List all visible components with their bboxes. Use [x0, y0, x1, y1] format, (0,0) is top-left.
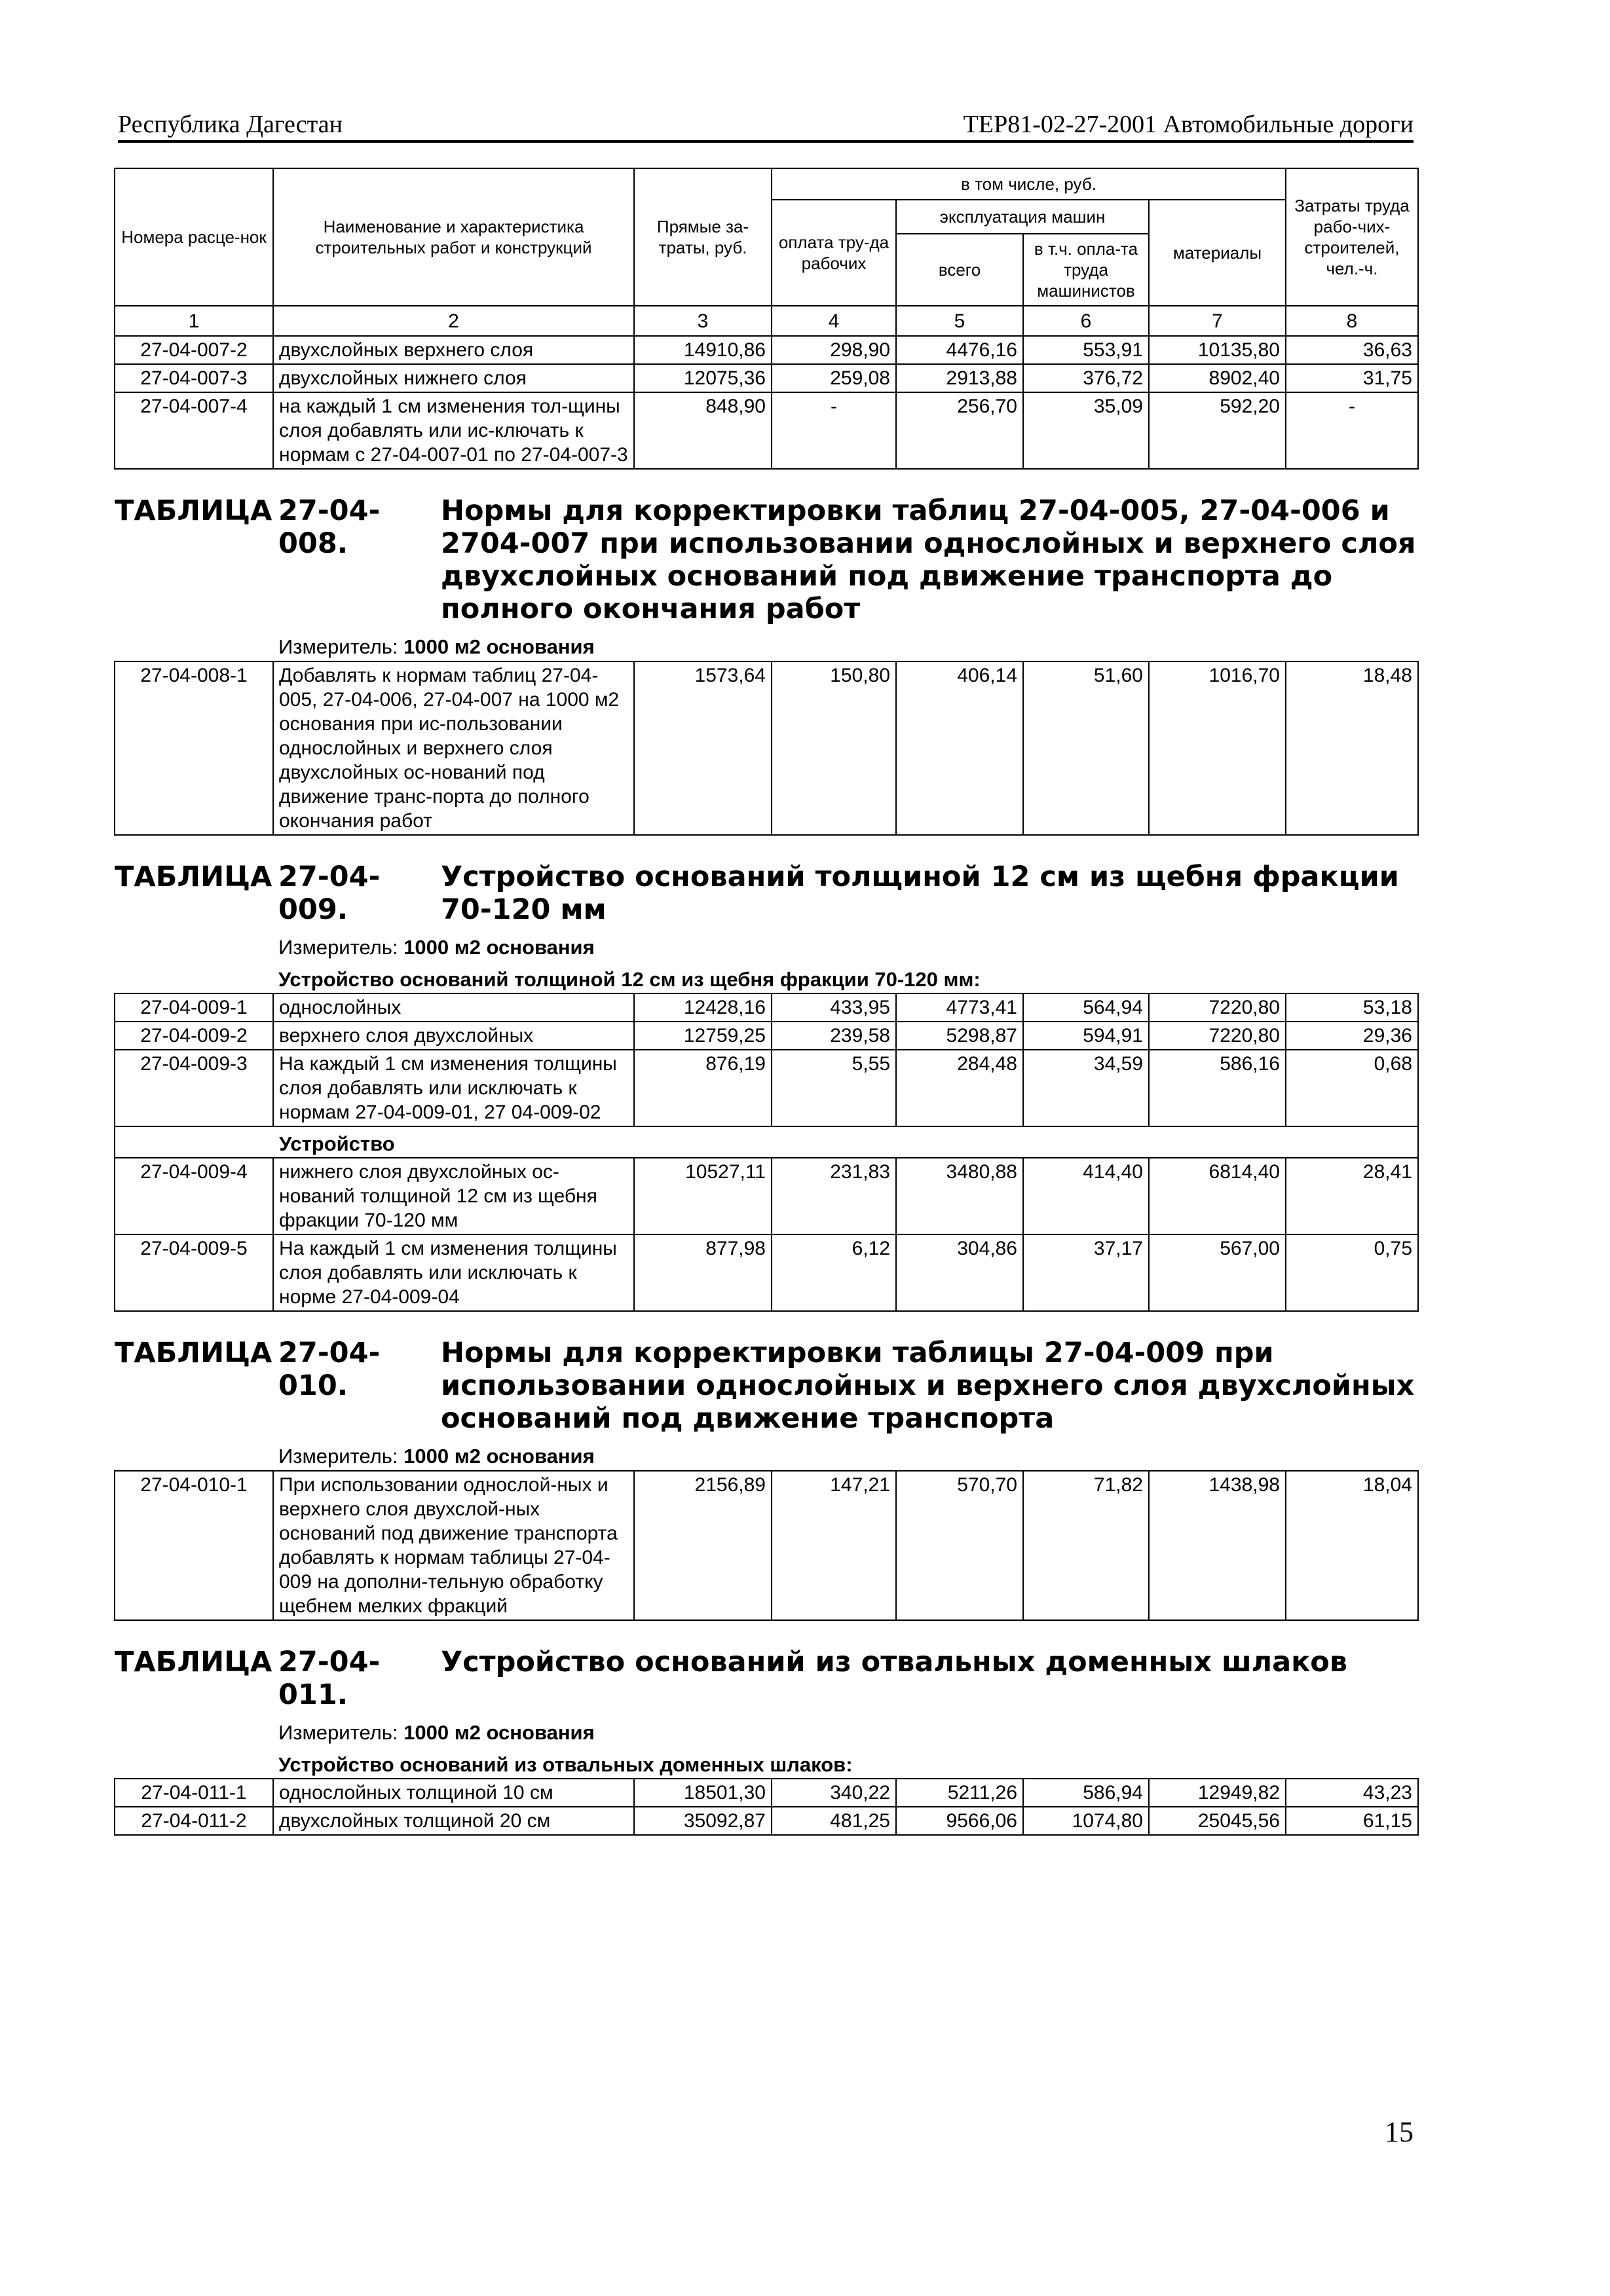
col-header-codes: Номера расце-нок: [115, 168, 273, 306]
table-row: [115, 392, 1418, 469]
cell-operators: 34,59: [1023, 1050, 1149, 1126]
col-num: 7: [1149, 306, 1286, 336]
table-title-block: [115, 1620, 1418, 1747]
table-header: [115, 168, 1418, 336]
header-document-code: ТЕР81-02-27-2001 Автомобильные дороги: [963, 111, 1413, 138]
table-009: [115, 835, 1418, 1311]
cell-wages: -: [772, 392, 896, 469]
cell-labor: 61,15: [1286, 1807, 1418, 1835]
cell-operators: 51,60: [1023, 661, 1149, 835]
col-header-wages: оплата тру-да рабочих: [772, 200, 896, 306]
col-header-materials: материалы: [1149, 200, 1286, 306]
cell-direct: 10527,11: [634, 1158, 772, 1234]
table-row: [115, 1158, 1418, 1234]
table-code: 27-04-011.: [278, 1646, 381, 1711]
table-010: [115, 1311, 1418, 1620]
cell-code: 27-04-009-2: [115, 1022, 273, 1050]
col-num: 1: [115, 306, 273, 336]
cell-code: 27-04-008-1: [115, 661, 273, 835]
cell-materials: 7220,80: [1149, 1022, 1286, 1050]
cell-machines: 284,48: [896, 1050, 1023, 1126]
table-word: ТАБЛИЦА: [115, 1646, 272, 1678]
table-subtitle: Устройство оснований толщиной 12 см из щебня фракции 70-120 мм:: [278, 968, 981, 991]
meter-value: 1000 м2 основания: [403, 635, 595, 658]
table-title: Нормы для корректировки таблицы 27-04-009 при использовании однослойных и верхнего слоя двухслойных оснований под движение транспорта: [441, 1337, 1415, 1435]
meter-label: Измеритель:: [278, 635, 398, 658]
cell-direct: 35092,87: [634, 1807, 772, 1835]
cell-wages: 481,25: [772, 1807, 896, 1835]
cell-wages: 6,12: [772, 1234, 896, 1311]
cell-machines: 5211,26: [896, 1779, 1023, 1807]
table-subtitle: Устройство оснований из отвальных доменных шлаков:: [278, 1753, 853, 1776]
meter-line: [115, 1711, 1418, 1745]
col-header-machines: эксплуатация машин: [896, 200, 1149, 234]
cell-desc: Добавлять к нормам таблиц 27-04-005, 27-04-006, 27-04-007 на 1000 м2 основания при ис-пользовании однослойных и верхнего слоя двухслойных ос-нований под движение транс-порта до полного окончания работ: [273, 661, 634, 835]
cell-labor: 18,48: [1286, 661, 1418, 835]
meter-value: 1000 м2 основания: [403, 936, 595, 959]
cell-wages: 259,08: [772, 364, 896, 392]
cell-operators: 564,94: [1023, 993, 1149, 1022]
cell-wages: 340,22: [772, 1779, 896, 1807]
cell-operators: 553,91: [1023, 336, 1149, 364]
cell-code: 27-04-007-4: [115, 392, 273, 469]
cell-desc: двухслойных нижнего слоя: [273, 364, 634, 392]
page-number: 15: [1385, 2116, 1413, 2148]
table-row: [115, 364, 1418, 392]
cell-materials: 1016,70: [1149, 661, 1286, 835]
cell-machines: 4773,41: [896, 993, 1023, 1022]
meter-value: 1000 м2 основания: [403, 1445, 595, 1468]
cell-wages: 239,58: [772, 1022, 896, 1050]
table-008: [115, 469, 1418, 835]
cell-materials: 592,20: [1149, 392, 1286, 469]
table-code: 27-04-008.: [278, 494, 381, 560]
cell-labor: 18,04: [1286, 1471, 1418, 1620]
meter-label: Измеритель:: [278, 1445, 398, 1468]
header-rule: [118, 140, 1413, 143]
cell-operators: 37,17: [1023, 1234, 1149, 1311]
cell-direct: 848,90: [634, 392, 772, 469]
cell-direct: 876,19: [634, 1050, 772, 1126]
cell-operators: 594,91: [1023, 1022, 1149, 1050]
table-row: [115, 1807, 1418, 1835]
table-row: [115, 336, 1418, 364]
cell-materials: 586,16: [1149, 1050, 1286, 1126]
col-num: 2: [273, 306, 634, 336]
col-header-incl: в том числе, руб.: [772, 168, 1286, 200]
cell-wages: 147,21: [772, 1471, 896, 1620]
cell-direct: 18501,30: [634, 1779, 772, 1807]
cell-operators: 586,94: [1023, 1779, 1149, 1807]
cell-machines: 3480,88: [896, 1158, 1023, 1234]
table-row: [115, 993, 1418, 1022]
cell-materials: 7220,80: [1149, 993, 1286, 1022]
table-word: ТАБЛИЦА: [115, 494, 272, 527]
cell-labor: 29,36: [1286, 1022, 1418, 1050]
col-header-name: Наименование и характеристика строительных работ и конструкций: [273, 168, 634, 306]
cell-code: 27-04-011-1: [115, 1779, 273, 1807]
header-region: Республика Дагестан: [118, 111, 343, 138]
cell-code: 27-04-009-5: [115, 1234, 273, 1311]
cell-code: 27-04-009-1: [115, 993, 273, 1022]
col-num: 6: [1023, 306, 1149, 336]
cell-materials: 567,00: [1149, 1234, 1286, 1311]
col-num: 8: [1286, 306, 1418, 336]
table-code: 27-04-009.: [278, 861, 381, 926]
cell-code: 27-04-010-1: [115, 1471, 273, 1620]
cell-wages: 298,90: [772, 336, 896, 364]
col-header-operators: в т.ч. опла-та труда машинистов: [1023, 234, 1149, 306]
cell-wages: 150,80: [772, 661, 896, 835]
cell-machines: 256,70: [896, 392, 1023, 469]
cell-machines: 9566,06: [896, 1807, 1023, 1835]
cell-machines: 2913,88: [896, 364, 1023, 392]
cell-wages: 433,95: [772, 993, 896, 1022]
col-header-total: всего: [896, 234, 1023, 306]
table-word: ТАБЛИЦА: [115, 861, 272, 893]
cell-code: 27-04-007-2: [115, 336, 273, 364]
cell-desc: На каждый 1 см изменения толщины слоя добавлять или исключать к нормам 27-04-009-01, 27 04-009-02: [273, 1050, 634, 1126]
table-title-block: [115, 469, 1418, 661]
table-title: Устройство оснований из отвальных доменных шлаков: [441, 1646, 1348, 1678]
meter-line: [115, 1435, 1418, 1469]
cell-desc: двухслойных толщиной 20 см: [273, 1807, 634, 1835]
meter-line: [115, 625, 1418, 659]
cell-desc: однослойных: [273, 993, 634, 1022]
table-011: [115, 1620, 1418, 1835]
table-code: 27-04-010.: [278, 1337, 381, 1402]
cell-labor: 0,68: [1286, 1050, 1418, 1126]
cell-labor: 36,63: [1286, 336, 1418, 364]
cell-labor: 28,41: [1286, 1158, 1418, 1234]
table-row: [115, 661, 1418, 835]
table-row: [115, 1022, 1418, 1050]
col-header-labor: Затраты труда рабо-чих-строителей, чел.-ч.: [1286, 168, 1418, 306]
cell-direct: 12075,36: [634, 364, 772, 392]
cell-desc: верхнего слоя двухслойных: [273, 1022, 634, 1050]
cell-operators: 1074,80: [1023, 1807, 1149, 1835]
cell-materials: 10135,80: [1149, 336, 1286, 364]
cell-machines: 5298,87: [896, 1022, 1023, 1050]
cell-materials: 12949,82: [1149, 1779, 1286, 1807]
cell-labor: 31,75: [1286, 364, 1418, 392]
cell-machines: 406,14: [896, 661, 1023, 835]
col-num: 5: [896, 306, 1023, 336]
table-row: [115, 1050, 1418, 1126]
cell-machines: 304,86: [896, 1234, 1023, 1311]
cell-labor: 0,75: [1286, 1234, 1418, 1311]
cell-desc: При использовании однослой-ных и верхнего слоя двухслой-ных оснований под движение транспорта добавлять к нормам таблицы 27-04-009 на дополни-тельную обработку щебнем мелких фракций: [273, 1471, 634, 1620]
cell-desc: двухслойных верхнего слоя: [273, 336, 634, 364]
col-header-direct: Прямые за-траты, руб.: [634, 168, 772, 306]
cell-operators: 35,09: [1023, 392, 1149, 469]
table-title-block: [115, 1311, 1418, 1471]
cell-operators: 414,40: [1023, 1158, 1149, 1234]
col-num: 3: [634, 306, 772, 336]
cell-desc: однослойных толщиной 10 см: [273, 1779, 634, 1807]
cell-labor: 53,18: [1286, 993, 1418, 1022]
table-row: [115, 1779, 1418, 1807]
table-title-block: [115, 835, 1418, 961]
cell-direct: 1573,64: [634, 661, 772, 835]
cell-code: 27-04-009-4: [115, 1158, 273, 1234]
cell-materials: 1438,98: [1149, 1471, 1286, 1620]
meter-value: 1000 м2 основания: [403, 1721, 595, 1744]
cell-direct: 12428,16: [634, 993, 772, 1022]
cell-machines: 570,70: [896, 1471, 1023, 1620]
cell-code: 27-04-011-2: [115, 1807, 273, 1835]
cell-desc: на каждый 1 см изменения тол-щины слоя добавлять или ис-ключать к нормам с 27-04-007-01 по 27-04-007-3: [273, 392, 634, 469]
cell-direct: 877,98: [634, 1234, 772, 1311]
table-row: [115, 1471, 1418, 1620]
cell-direct: 14910,86: [634, 336, 772, 364]
cell-code: 27-04-007-3: [115, 364, 273, 392]
cell-materials: 8902,40: [1149, 364, 1286, 392]
cell-direct: 12759,25: [634, 1022, 772, 1050]
meter-line: [115, 926, 1418, 960]
table-subtitle: Устройство: [115, 1126, 1418, 1158]
table-row: [115, 1234, 1418, 1311]
cell-direct: 2156,89: [634, 1471, 772, 1620]
cell-desc: нижнего слоя двухслойных ос-нований толщиной 12 см из щебня фракции 70-120 мм: [273, 1158, 634, 1234]
cell-operators: 376,72: [1023, 364, 1149, 392]
cell-labor: 43,23: [1286, 1779, 1418, 1807]
cell-labor: -: [1286, 392, 1418, 469]
table-title: Нормы для корректировки таблиц 27-04-005, 27-04-006 и 2704-007 при использовании однослойных и верхнего слоя двухслойных оснований под движение транспорта до полного окончания работ: [441, 494, 1416, 625]
cell-code: 27-04-009-3: [115, 1050, 273, 1126]
cell-materials: 6814,40: [1149, 1158, 1286, 1234]
cell-materials: 25045,56: [1149, 1807, 1286, 1835]
cell-machines: 4476,16: [896, 336, 1023, 364]
meter-label: Измеритель:: [278, 936, 398, 959]
cell-operators: 71,82: [1023, 1471, 1149, 1620]
col-num: 4: [772, 306, 896, 336]
meter-label: Измеритель:: [278, 1721, 398, 1744]
table-title: Устройство оснований толщиной 12 см из щебня фракции 70-120 мм: [441, 861, 1399, 926]
table-007-rows: [115, 336, 1418, 469]
cell-wages: 231,83: [772, 1158, 896, 1234]
rates-table: [114, 168, 1419, 1836]
cell-desc: На каждый 1 см изменения толщины слоя добавлять или исключать к норме 27-04-009-04: [273, 1234, 634, 1311]
cell-wages: 5,55: [772, 1050, 896, 1126]
table-word: ТАБЛИЦА: [115, 1337, 272, 1369]
